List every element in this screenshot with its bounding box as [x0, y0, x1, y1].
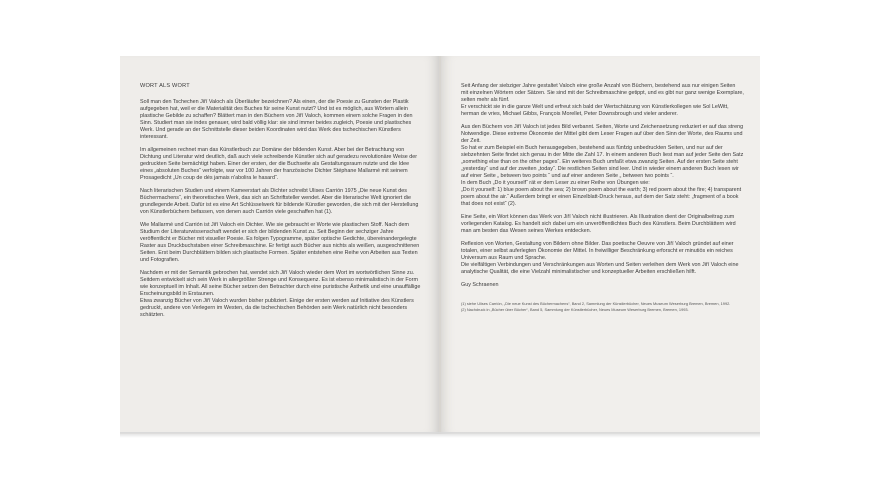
- paragraph: Reflexion von Worten, Gestaltung von Bildern ohne Bilder. Das poetische Oeuvre von Jiří Valoch gründet auf einer totalen, einer selbst auferlegten Ökonomie der Mittel. In freiwilliger Beschränkung erforscht er minutiös ein reiches Universum aus Raum und Sprache. Die vielfältigen Verbindungen und Verschränkungen aus Worten und Seiten verleihen dem Werk von Jiří Valoch eine analytische Qualität, die eine Vielzahl minimalistischer und konzeptueller Arbeiten erschließen hilft.: [461, 241, 739, 275]
- paragraph: Im allgemeinen rechnet man das Künstlerbuch zur Domäne der bildenden Kunst. Aber bei der Betrachtung von Dichtung und Literatur wird deutlich, daß auch viele schreibende Künstler sich auf geradezu revolutionäre Weise der gedruckten Seite bemächtigt haben. Einer der ersten, der die Buchseite als Gestaltungsraum nutzte und die Idee eines „absoluten Buches“ verfolgte, war vor 100 Jahren der französische Dichter Stéphane Mallarmé mit seinem Prosagedicht „Un coup de dés jamais n'abolira le hasard“.: [140, 147, 418, 181]
- paragraph: Seit Anfang der siebziger Jahre gestaltet Valoch eine große Anzahl von Büchern, bestehend aus nur einigen Seiten mit einzelnen Wörtern oder Sätzen. Sie sind mit der Schreibmaschine getippt, und es gibt nur ganz wenige Exemplare, selten mehr als fünf. Er verschickt sie in die ganze Welt und erfreut sich bald der Wertschätzung von Künstlerkollegen wie Sol LeWitt, herman de vries, Michael Gibbs, François Morellet, Peter Downsbrough und vieler anderer.: [461, 83, 744, 117]
- paragraph: Nachdem er mit der Semantik gebrochen hat, wendet sich Jiří Valoch wieder dem Wort im wortwörtlichen Sinne zu. Seitdem entwickelt sich sein Werk in allergrößter Strenge und Konsequenz. Es ist ebenso minimalistisch in der Form wie konzeptuell im Inhalt. All seine Bücher setzen den Betrachter durch eine puristische Ästhetik und eine unauffällige Erscheinungsbild in Erstaunen. Etwa zwanzig Bücher von Jiří Valoch wurden bisher publiziert. Einige der ersten werden auf Initiative des Künstlers gedruckt, andere von Verlegern im Westen, da die tschechischen Behörden sein Werk natürlich nicht besonders schätzten.: [140, 270, 421, 318]
- footnote: (1) siehe Ulises Carrión, „Die neue Kunst des Büchermachens“, Band 2, Sammlung der Künstlerbücher, Neues Museum Weserburg Bremen, Bremen, 1992.: [461, 301, 731, 306]
- open-booklet: [120, 56, 760, 434]
- footnote: (2) Nachdruck in „Bücher über Bücher“, Band 5, Sammlung der Künstlerbücher, Neues Museum Weserburg Bremen, Bremen, 1993.: [461, 307, 689, 313]
- paragraph: Nach literarischen Studien und einem Kameerstart als Dichter schreibt Ulises Carrión 1975 „Die neue Kunst des Büchermachens“, ein theoretisches Werk, das sich an Schriftsteller wendet. Aber die literarische Welt ignoriert die grundlegende Arbeit. Dafür ist es eine Art Schlüsselwerk für bildende Künstler geworden, die sich mit der Herstellung von Künstlerbüchern befassen, von denen auch Carrión viele geschaffen hat (1).: [140, 188, 419, 215]
- footnotes: [461, 301, 744, 312]
- right-page: [441, 56, 760, 434]
- page-title: WORT ALS WORT: [140, 83, 190, 89]
- paragraph: Aus den Büchern von Jiří Valoch ist jedes Bild verbannt. Seiten, Worte und Zeichensetzung reduziert er auf das streng Notwendige. Diese extreme Ökonomie der Mittel gibt dem Leser Fragen auf über den Sinn der Worte, des Raums und der Zeit. So hat er zum Beispiel ein Buch herausgegeben, bestehend aus fünfzig unbedruckten Seiten, und nur auf der siebzehnten Seite findet sich genau in der Mitte die Zahl 17. In einem anderen Buch liest man auf jeder Seite den Satz „something else than on the other pages“. Ein weiteres Buch umfaßt etwa zwanzig Seiten. Auf der ersten Seite steht „yesterday“ und auf der zweiten „today“. Die restlichen Seiten sind leer. Und in wieder einem anderen Buch lesen wir auf einer Seite „ between two points “ und auf einer anderen Seite „ between two points “. In dem Buch „Do it yourself“ rät er dem Leser zu einer Reihe von Übungen wie: „Do it yourself: 1) blue poem about the sea; 2) brown poem about the earth; 3) red poem about the fire; 4) transparent poem about the air.“ Außerdem bringt er einen Einzelblatt-Druck heraus, auf dem der Satz steht: „fragment of a book that does not exist“ (2).: [461, 124, 744, 207]
- paragraph: Wie Mallarmé und Carrión ist Jiří Valoch ein Dichter. Wie sie gebraucht er Worte wie plastischen Stoff. Nach dem Studium der Literaturwissenschaft wendet er sich der bildenden Kunst zu. Seit Beginn der sechziger Jahre veröffentlicht er Bücher mit visueller Poesie. Es folgen Typogramme, später optische Gedichte, übereinandergelegte Raster aus Druckbuchstaben einer Schreibmaschine. Er fertigt auch Bücher aus nichts als weißen, ausgeschnittenen Seiten. Erst beim Durchblättern bilden sich plastische Formen. Später entstehen eine Reihe von Arbeiten aus Texten und Fotografien.: [140, 222, 420, 263]
- booklet-shadow: [120, 432, 760, 438]
- paragraph: Eine Seite, ein Wort können das Werk von Jiří Valoch nicht illustrieren. Als Illustration dient der Originalbeitrag zum vorliegenden Katalog. Es handelt sich dabei um ein unveröffentlichtes Buch des Künstlers. Beim Durchblättern wird man am besten das Wesen seines Werkes entdecken.: [461, 214, 736, 234]
- left-page: [120, 56, 439, 434]
- author-signature: Guy Schraenen: [461, 282, 499, 288]
- paragraph: Soll man den Tschechen Jiří Valoch als Überläufer bezeichnen? Als einen, der die Poesie zu Gunsten der Plastik aufgegeben hat, weil er die Materialität des Buches für seine Kunst nutzt? Und ist es möglich, aus Wörtern allein plastische Gebilde zu schaffen? Blättert man in den Büchern von Jiří Valoch, kommen einem solche Fragen in den Sinn. Studiert man sie indes genauer, wird bald völlig klar: sie sind immer beides zugleich, Poesie und plastisches Werk. Und gerade an der Schnittstelle dieser beiden Koordinaten wird das Werk des tschechischen Künstlers interessant.: [140, 99, 413, 140]
